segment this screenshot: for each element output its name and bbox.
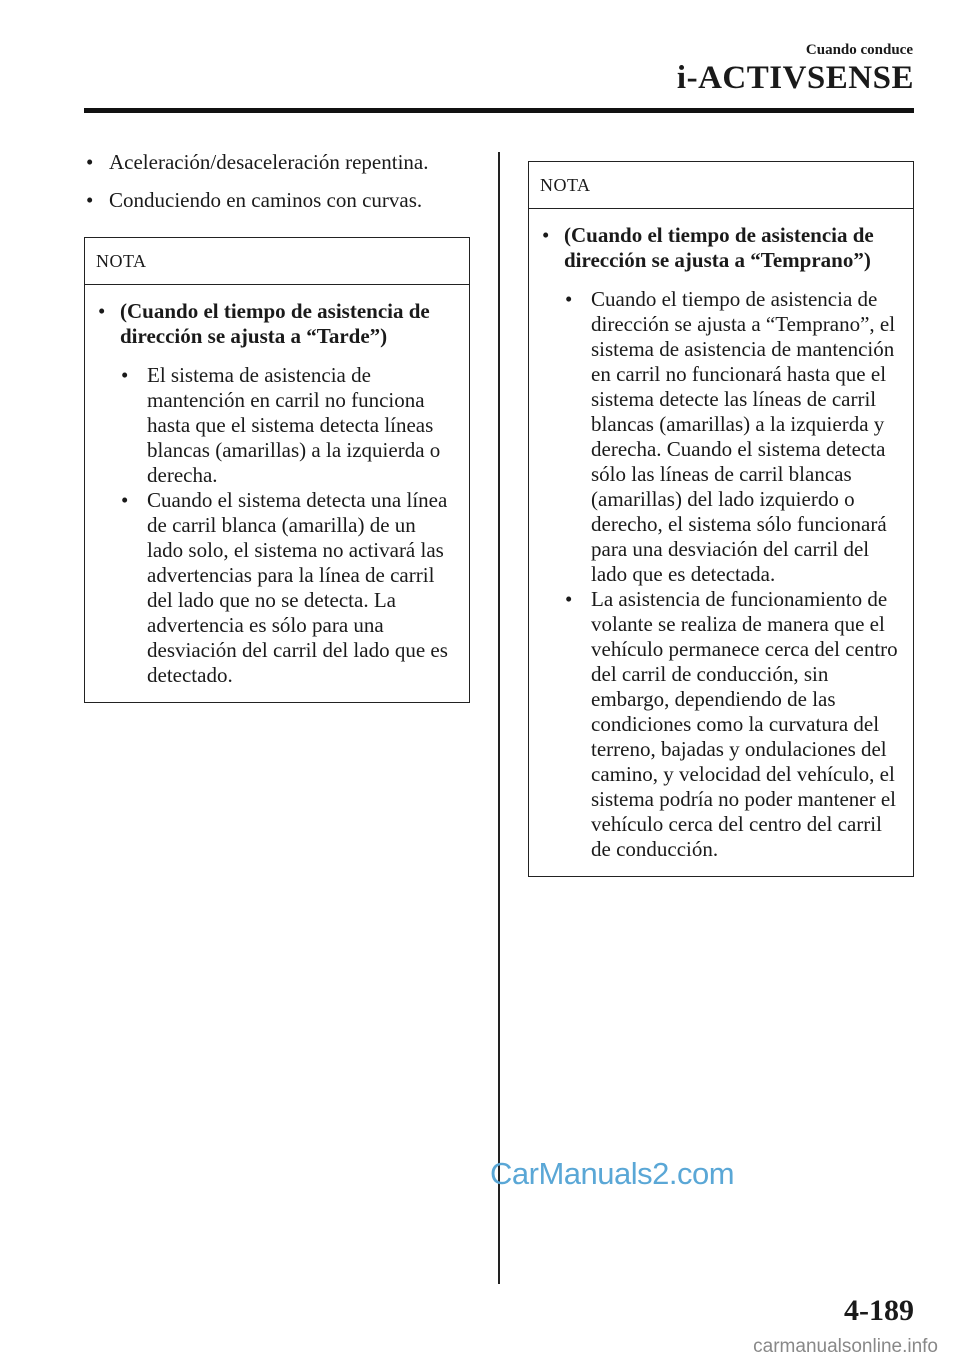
note-body xyxy=(85,285,469,702)
note-heading: NOTA xyxy=(85,238,469,285)
bullet-text: Conduciendo en caminos con curvas. xyxy=(109,188,423,212)
note-bold-text: (Cuando el tiempo de asistencia de dirección se ajusta a “Temprano”) xyxy=(564,223,874,272)
small-bullet-icon: • xyxy=(121,488,129,512)
note-body xyxy=(529,209,913,876)
bullet-icon: • xyxy=(542,223,550,247)
column-divider xyxy=(498,152,500,1284)
note-sub-list xyxy=(98,363,457,688)
note-bold-item xyxy=(98,299,457,349)
left-column xyxy=(84,150,470,703)
note-bold-item xyxy=(542,223,901,273)
header-section-label: Cuando conduce xyxy=(805,42,913,58)
page-title: i-ACTIVSENSE xyxy=(676,60,914,96)
small-bullet-icon: • xyxy=(121,363,129,387)
note-sub-text: El sistema de asistencia de mantención en carril no funciona hasta que el sistema detecta líneas blancas (amarillas) a la izquierda o derecha. xyxy=(147,363,441,487)
small-bullet-icon: • xyxy=(565,587,573,611)
note-sub-item xyxy=(120,488,457,688)
note-sub-item xyxy=(564,287,901,587)
note-sub-list xyxy=(542,287,901,862)
right-column xyxy=(528,161,914,877)
note-sub-item xyxy=(564,587,901,862)
note-box-temprano xyxy=(528,161,914,877)
bullet-icon: • xyxy=(86,188,94,212)
note-sub-text: Cuando el sistema detecta una línea de carril blanca (amarilla) de un lado solo, el sistema no activará las advertencias para la línea de carril del lado que no se detecta. La advertencia es sólo para una desviación del carril del lado que es detectado. xyxy=(147,488,448,687)
header-rule xyxy=(84,108,914,113)
page-number: 4-189 xyxy=(844,1294,914,1327)
watermark-link[interactable]: CarManuals2.com xyxy=(490,1156,735,1191)
note-sub-item xyxy=(120,363,457,488)
bullet-icon: • xyxy=(98,299,106,323)
note-sub-text: Cuando el tiempo de asistencia de dirección se ajusta a “Temprano”, el sistema de asistencia de mantención en carril no funcionará hasta que el sistema detecte las líneas de carril blancas (amarillas) a la izquierda y derecha. Cuando el sistema detecta sólo las líneas de carril blancas (amarillas) del lado izquierdo o derecho, el sistema sólo funcionará para una desviación del carril del lado que es detectada. xyxy=(591,287,896,586)
bullet-text: Aceleración/desaceleración repentina. xyxy=(109,150,429,174)
small-bullet-icon: • xyxy=(565,287,573,311)
bullet-item xyxy=(84,188,470,213)
note-sub-text: La asistencia de funcionamiento de volante se realiza de manera que el vehículo permanece cerca del centro del carril de conducción, sin embargo, dependiendo de las condiciones como la curvatura del terreno, bajadas y ondulaciones del camino, y velocidad del vehículo, el sistema podría no poder mantener el vehículo cerca del centro del carril de conducción. xyxy=(591,587,898,861)
note-box-tarde xyxy=(84,237,470,703)
footer-url-link[interactable]: carmanualsonline.info xyxy=(753,1336,938,1357)
bullet-item xyxy=(84,150,470,175)
note-heading: NOTA xyxy=(529,162,913,209)
bullet-icon: • xyxy=(86,150,94,174)
note-bold-text: (Cuando el tiempo de asistencia de dirección se ajusta a “Tarde”) xyxy=(120,299,430,348)
